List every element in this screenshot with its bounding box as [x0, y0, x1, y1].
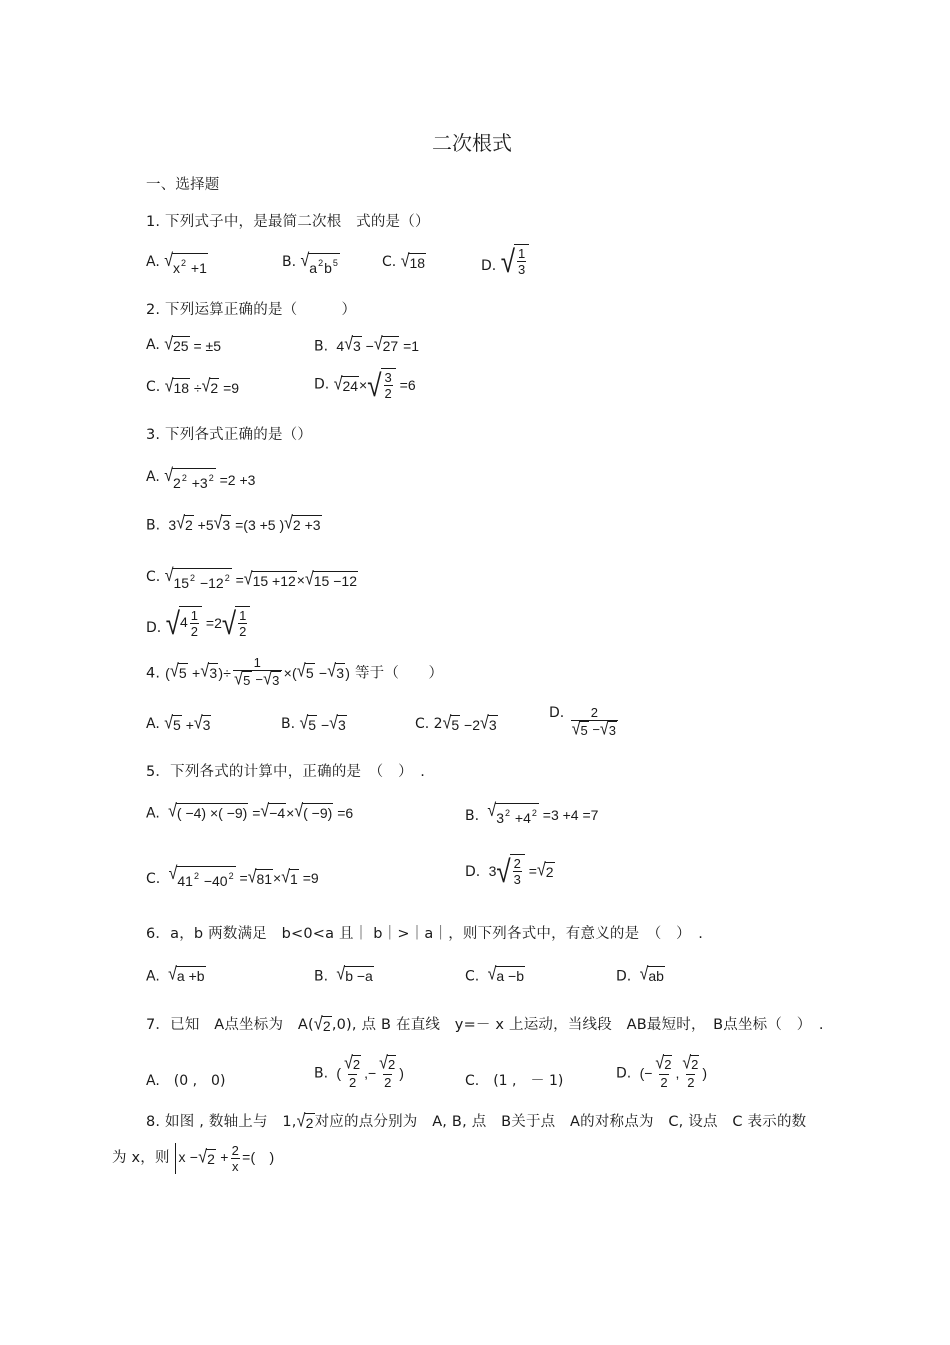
q8-text-line2: 为 x，则 [112, 1150, 170, 1167]
q2-option-d [314, 368, 416, 402]
q3-b-label: B. [146, 517, 161, 534]
q2-b-label: B. [314, 338, 329, 355]
q5-option-c [146, 866, 319, 890]
q5-option-d [465, 854, 555, 888]
q2-d-expr: √ 24 × √ $\frac{3}{2}$ =6 [333, 367, 416, 403]
q2-c-expr: √ 18 ÷ √ 2 =9 [164, 376, 240, 397]
q1-b-expr: √ $a^2b^5$ [300, 251, 338, 276]
q4-option-b [281, 715, 347, 734]
q3-d-expr: √ 4 $\frac{1}{2}$ =2 √ $\frac{1}{2}$ [166, 606, 251, 640]
q8-sqrt2: √ 2 [296, 1111, 314, 1132]
q7-stem-part2: ,0), 点 B 在直线 y=－ x 上运动，当线段 AB最短时， B点坐标（ ） . [331, 1017, 824, 1033]
q2-c-label: C. [146, 379, 161, 395]
question-7-stem [146, 1013, 824, 1035]
q7-option-a: A. (0 , 0) [146, 1073, 226, 1089]
q4-option-c [415, 715, 498, 734]
q6-option-a [146, 966, 206, 985]
question-8-line1 [146, 1110, 806, 1132]
q1-d-expr: √ $\frac{1}{3}$ [501, 244, 530, 278]
q7-stem-part1: 7．已知 A点坐标为 A( [146, 1017, 314, 1033]
q6-a-label: A. [146, 968, 160, 985]
q7-b-label: B. [314, 1065, 329, 1082]
q7-option-b [314, 1055, 404, 1090]
q4-b-expr: √ 5 − √ 3 [299, 713, 346, 734]
q4-c-expr: √ 5 −2 √ 3 [442, 713, 497, 734]
q4-number: 4. [146, 665, 161, 682]
question-5-stem: 5．下列各式的计算中，正确的是 （ ） . [146, 764, 426, 780]
q4-option-a [146, 715, 211, 734]
q6-a-expr: √ a +b [168, 964, 205, 985]
q3-option-b [146, 515, 322, 534]
q5-a-expr: √ ( −4) ×( −9) = √ −4 × √ ( −9) =6 [168, 801, 354, 822]
question-1-stem: 1. 下列式子中，是最简二次根 式的是（） [146, 214, 430, 230]
q1-c-label: C. [382, 254, 397, 270]
q8-expr: x − √ 2 + $\frac{2}{x}$ =( ) [175, 1143, 275, 1174]
q3-option-c [146, 568, 358, 592]
q7-option-d [616, 1055, 707, 1090]
q7-option-c: C. (1 , － 1) [465, 1073, 564, 1089]
q3-a-label: A. [146, 469, 160, 485]
question-4-stem [146, 655, 443, 690]
q1-option-c [382, 253, 426, 272]
q4-tail: 等于（ ） [354, 665, 444, 682]
q5-d-label: D. [465, 864, 481, 880]
q5-option-a [146, 803, 353, 822]
q5-c-label: C. [146, 871, 161, 887]
q1-a-label: A. [146, 254, 160, 270]
q7-b-expr: ( √ 2 2 ,− √ 2 2 ) [332, 1053, 404, 1090]
q2-a-label: A. [146, 337, 160, 353]
q2-option-a [146, 336, 221, 355]
q3-c-expr: √ $15^2 -12^2$ = √ 15 +12 × √ 15 −12 [164, 566, 357, 591]
q1-b-label: B. [282, 254, 297, 270]
q7-sqrt2: √ 2 [313, 1014, 331, 1035]
q6-option-d [616, 966, 665, 985]
question-2-stem: 2. 下列运算正确的是（ ） [146, 302, 357, 318]
q1-option-b [282, 253, 340, 277]
q5-option-b [465, 803, 598, 827]
q4-option-d [549, 705, 620, 740]
q4-d-expr: 2 √ 5 − √ 3 [571, 705, 616, 740]
q8-text-part1: 8. 如图 , 数轴上与 1, [146, 1114, 297, 1130]
q4-b-label: B. [281, 716, 296, 732]
q1-option-a [146, 253, 208, 277]
q8-text-part2: 对应的点分别为 A, B, 点 B关于点 A的对称点为 C, 设点 C 表示的数 [314, 1114, 807, 1130]
q6-d-label: D. [616, 968, 632, 985]
q4-a-label: A. [146, 716, 160, 732]
question-3-stem: 3. 下列各式正确的是（） [146, 427, 313, 443]
q6-b-expr: √ b −a [336, 964, 373, 985]
q6-option-b [314, 966, 374, 985]
q3-a-expr: √ $2^2 +3^2$ =2 +3 [164, 466, 256, 491]
q4-expr: ( √ 5 + √ 3 )÷ 1 √ 5 − √ 3 ×( √ 5 − √ 3 ) [165, 655, 351, 690]
q7-d-label: D. [616, 1065, 632, 1082]
question-8-line2 [112, 1143, 274, 1174]
q3-option-d [146, 606, 250, 640]
q3-d-label: D. [146, 620, 162, 636]
q5-d-expr: 3 √ $\frac{2}{3}$ = √ 2 [484, 853, 554, 889]
q6-d-expr: √ ab [639, 964, 664, 985]
q5-b-expr: √ $3^2 +4^2$ =3 +4 =7 [487, 801, 599, 826]
q2-b-expr: 4 √ 3 − √ 27 =1 [332, 334, 420, 355]
q4-a-expr: √ 5 + √ 3 [164, 713, 211, 734]
q4-c-label: C. 2 [415, 716, 443, 732]
q5-c-expr: √ $41^2 -40^2$ = √ 81 × √ 1 =9 [168, 864, 319, 889]
q6-b-label: B. [314, 968, 329, 985]
q3-b-expr: 3 √ 2 +5 √ 3 =(3 +5 ) √ 2 +3 [164, 513, 321, 534]
q6-c-label: C. [465, 968, 480, 985]
q6-option-c [465, 966, 525, 985]
q1-d-label: D. [481, 258, 497, 274]
q1-c-expr: √ 18 [400, 251, 426, 272]
q6-c-expr: √ a −b [487, 964, 524, 985]
section-heading: 一、选择题 [146, 177, 220, 193]
q5-b-label: B. [465, 808, 480, 824]
page-title: 二次根式 [432, 131, 512, 155]
q2-d-label: D. [314, 376, 330, 393]
q1-option-d [481, 244, 529, 278]
q2-option-c [146, 378, 239, 397]
q7-d-expr: (− √ 2 2 , √ 2 2 ) [635, 1053, 708, 1090]
q5-a-label: A. [146, 805, 160, 822]
q1-a-expr: √ $x^2 +1$ [164, 251, 207, 276]
q2-a-expr: √ 25 = ±5 [164, 334, 222, 355]
q2-option-b [314, 336, 419, 355]
question-6-stem: 6．a，b 两数满足 b<0<a 且｜ b｜>｜a｜，则下列各式中，有意义的是 （ ） . [146, 926, 704, 942]
q4-d-label: D. [549, 705, 565, 721]
q3-c-label: C. [146, 569, 161, 585]
q3-option-a [146, 468, 255, 492]
